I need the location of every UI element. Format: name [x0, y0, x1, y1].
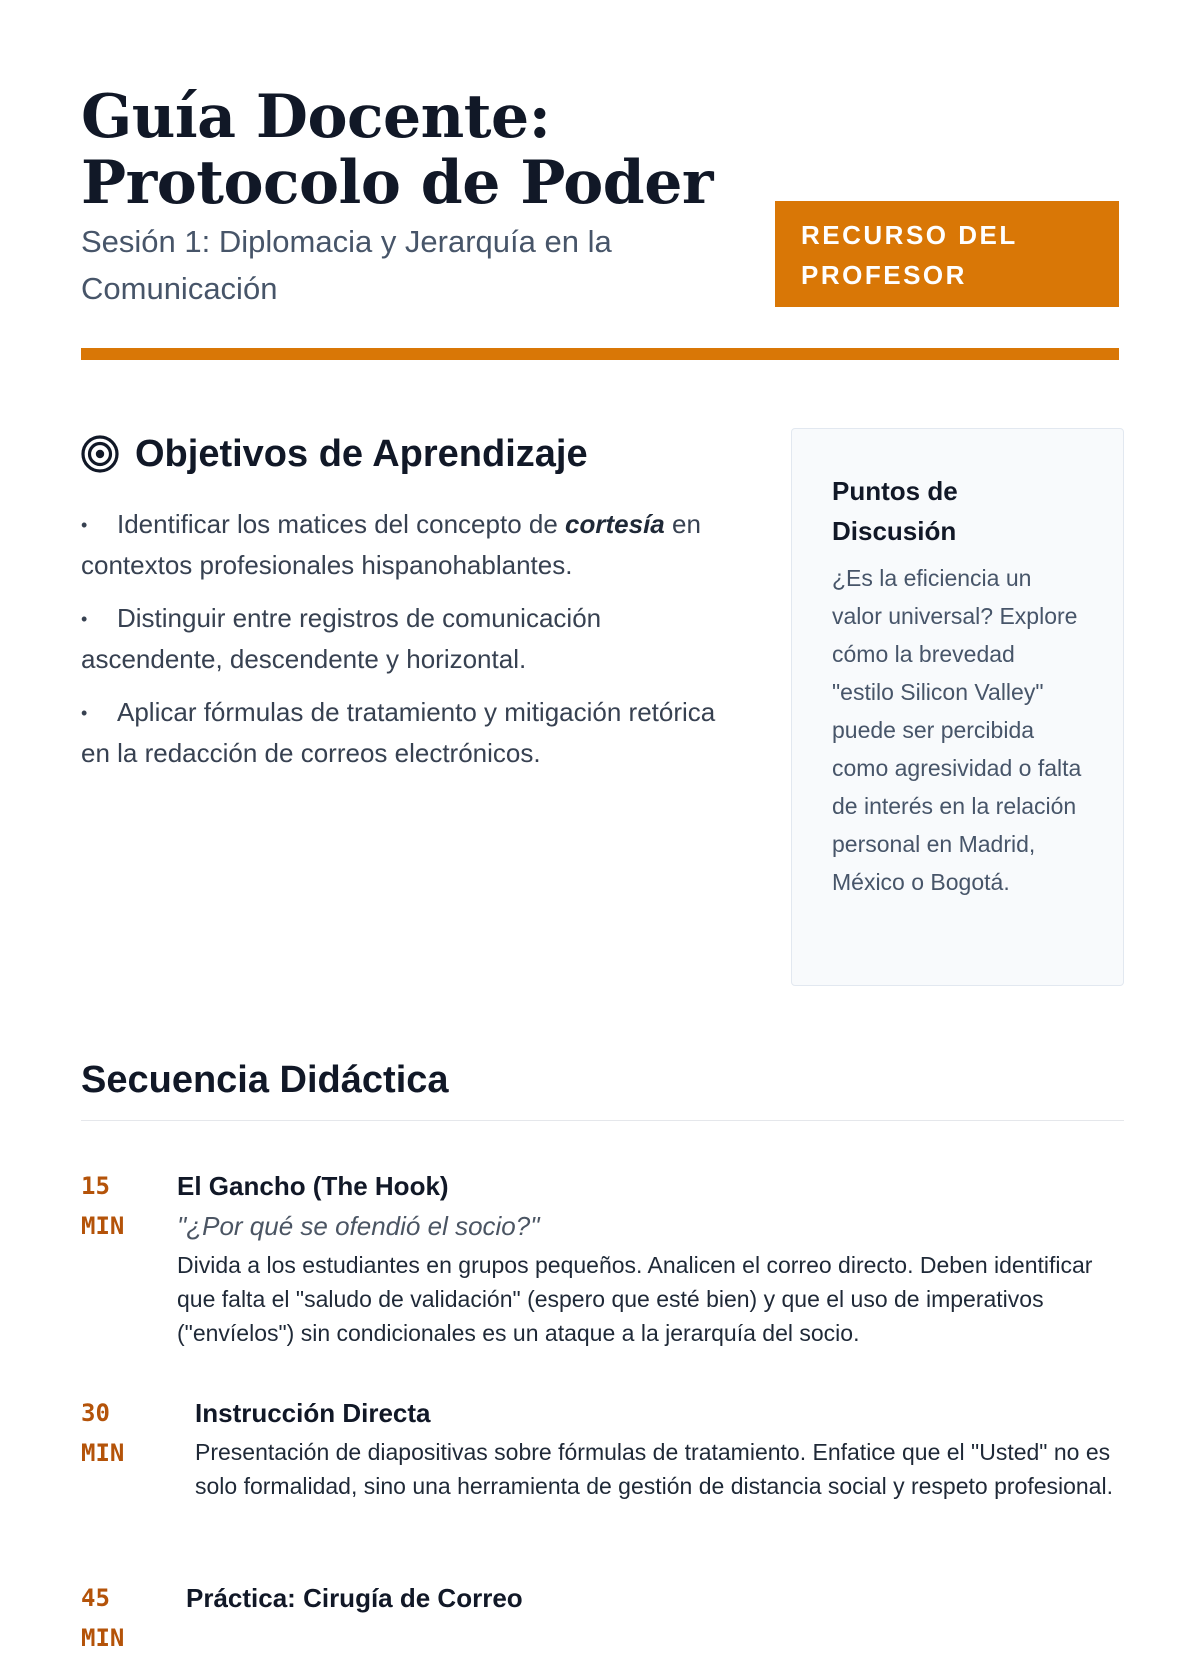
step-unit: MIN [81, 1212, 125, 1240]
step-content [195, 1393, 1124, 1503]
step-title: Práctica: Cirugía de Correo [186, 1583, 523, 1613]
objective-text: Aplicar fórmulas de tratamiento y mitigación retórica en la redacción de correos electrónicos. [81, 697, 716, 768]
step-minutes: 15 [81, 1172, 110, 1200]
bullet: • [81, 609, 88, 629]
bullet: • [81, 515, 88, 535]
page-header [81, 0, 1119, 362]
step-content [177, 1166, 1124, 1350]
sequence-heading: Secuencia Didáctica [81, 1059, 449, 1101]
step-description: Presentación de diapositivas sobre fórmulas de tratamiento. Enfatice que el "Usted" no es solo formalidad, sino una herramienta de gestión de distancia social y respeto profesional. [195, 1439, 1113, 1499]
objectives-heading-label: Objetivos de Aprendizaje [135, 433, 588, 475]
objective-item [81, 598, 741, 679]
step-duration [81, 1578, 161, 1658]
page-title: Guía Docente: Protocolo de Poder [81, 82, 714, 218]
step-minutes: 45 [81, 1584, 110, 1612]
objective-text: Distinguir entre registros de comunicación ascendente, descendente y horizontal. [81, 603, 602, 674]
sequence-divider [81, 1120, 1124, 1121]
discussion-heading: Puntos de Discusión [832, 476, 958, 546]
objectives-heading [81, 426, 741, 482]
step-description: Divida a los estudiantes en grupos pequeños. Analicen el correo directo. Deben identificar que falta el "saludo de validación" (espero que esté bien) y que el uso de imperativos ("envíelos") sin condicionales es un ataque a la jerarquía del socio. [177, 1252, 1093, 1346]
teaching-sequence-section [81, 1052, 1124, 1652]
header-divider [81, 348, 1119, 360]
teacher-resource-badge: RECURSO DEL PROFESOR [775, 201, 1119, 307]
step-minutes: 30 [81, 1399, 110, 1427]
step-duration [81, 1393, 161, 1473]
learning-objectives-section [81, 426, 741, 786]
discussion-text: ¿Es la eficiencia un valor universal? Explore cómo la brevedad "estilo Silicon Valley" puede ser percibida como agresividad o falta de interés en la relación personal en Madrid, México o Bogotá. [832, 565, 1082, 895]
objective-item [81, 504, 741, 585]
step-quote: "¿Por qué se ofendió el socio?" [177, 1211, 540, 1241]
objective-item [81, 692, 741, 773]
objective-emphasis: cortesía [565, 509, 665, 539]
step-content [186, 1578, 1124, 1618]
objective-text-end: en contextos profesionales hispanohablantes. [81, 509, 701, 580]
objectives-list [81, 504, 741, 773]
step-title: El Gancho (The Hook) [177, 1171, 449, 1201]
step-unit: MIN [81, 1624, 125, 1652]
step-title: Instrucción Directa [195, 1398, 431, 1428]
bullet: • [81, 703, 88, 723]
discussion-points-box [791, 428, 1124, 986]
objective-text: Identificar los matices del concepto de [117, 509, 566, 539]
step-duration [81, 1166, 161, 1246]
target-icon [81, 435, 119, 473]
step-unit: MIN [81, 1439, 125, 1467]
page-subtitle: Sesión 1: Diplomacia y Jerarquía en la Comunicación [81, 224, 612, 306]
